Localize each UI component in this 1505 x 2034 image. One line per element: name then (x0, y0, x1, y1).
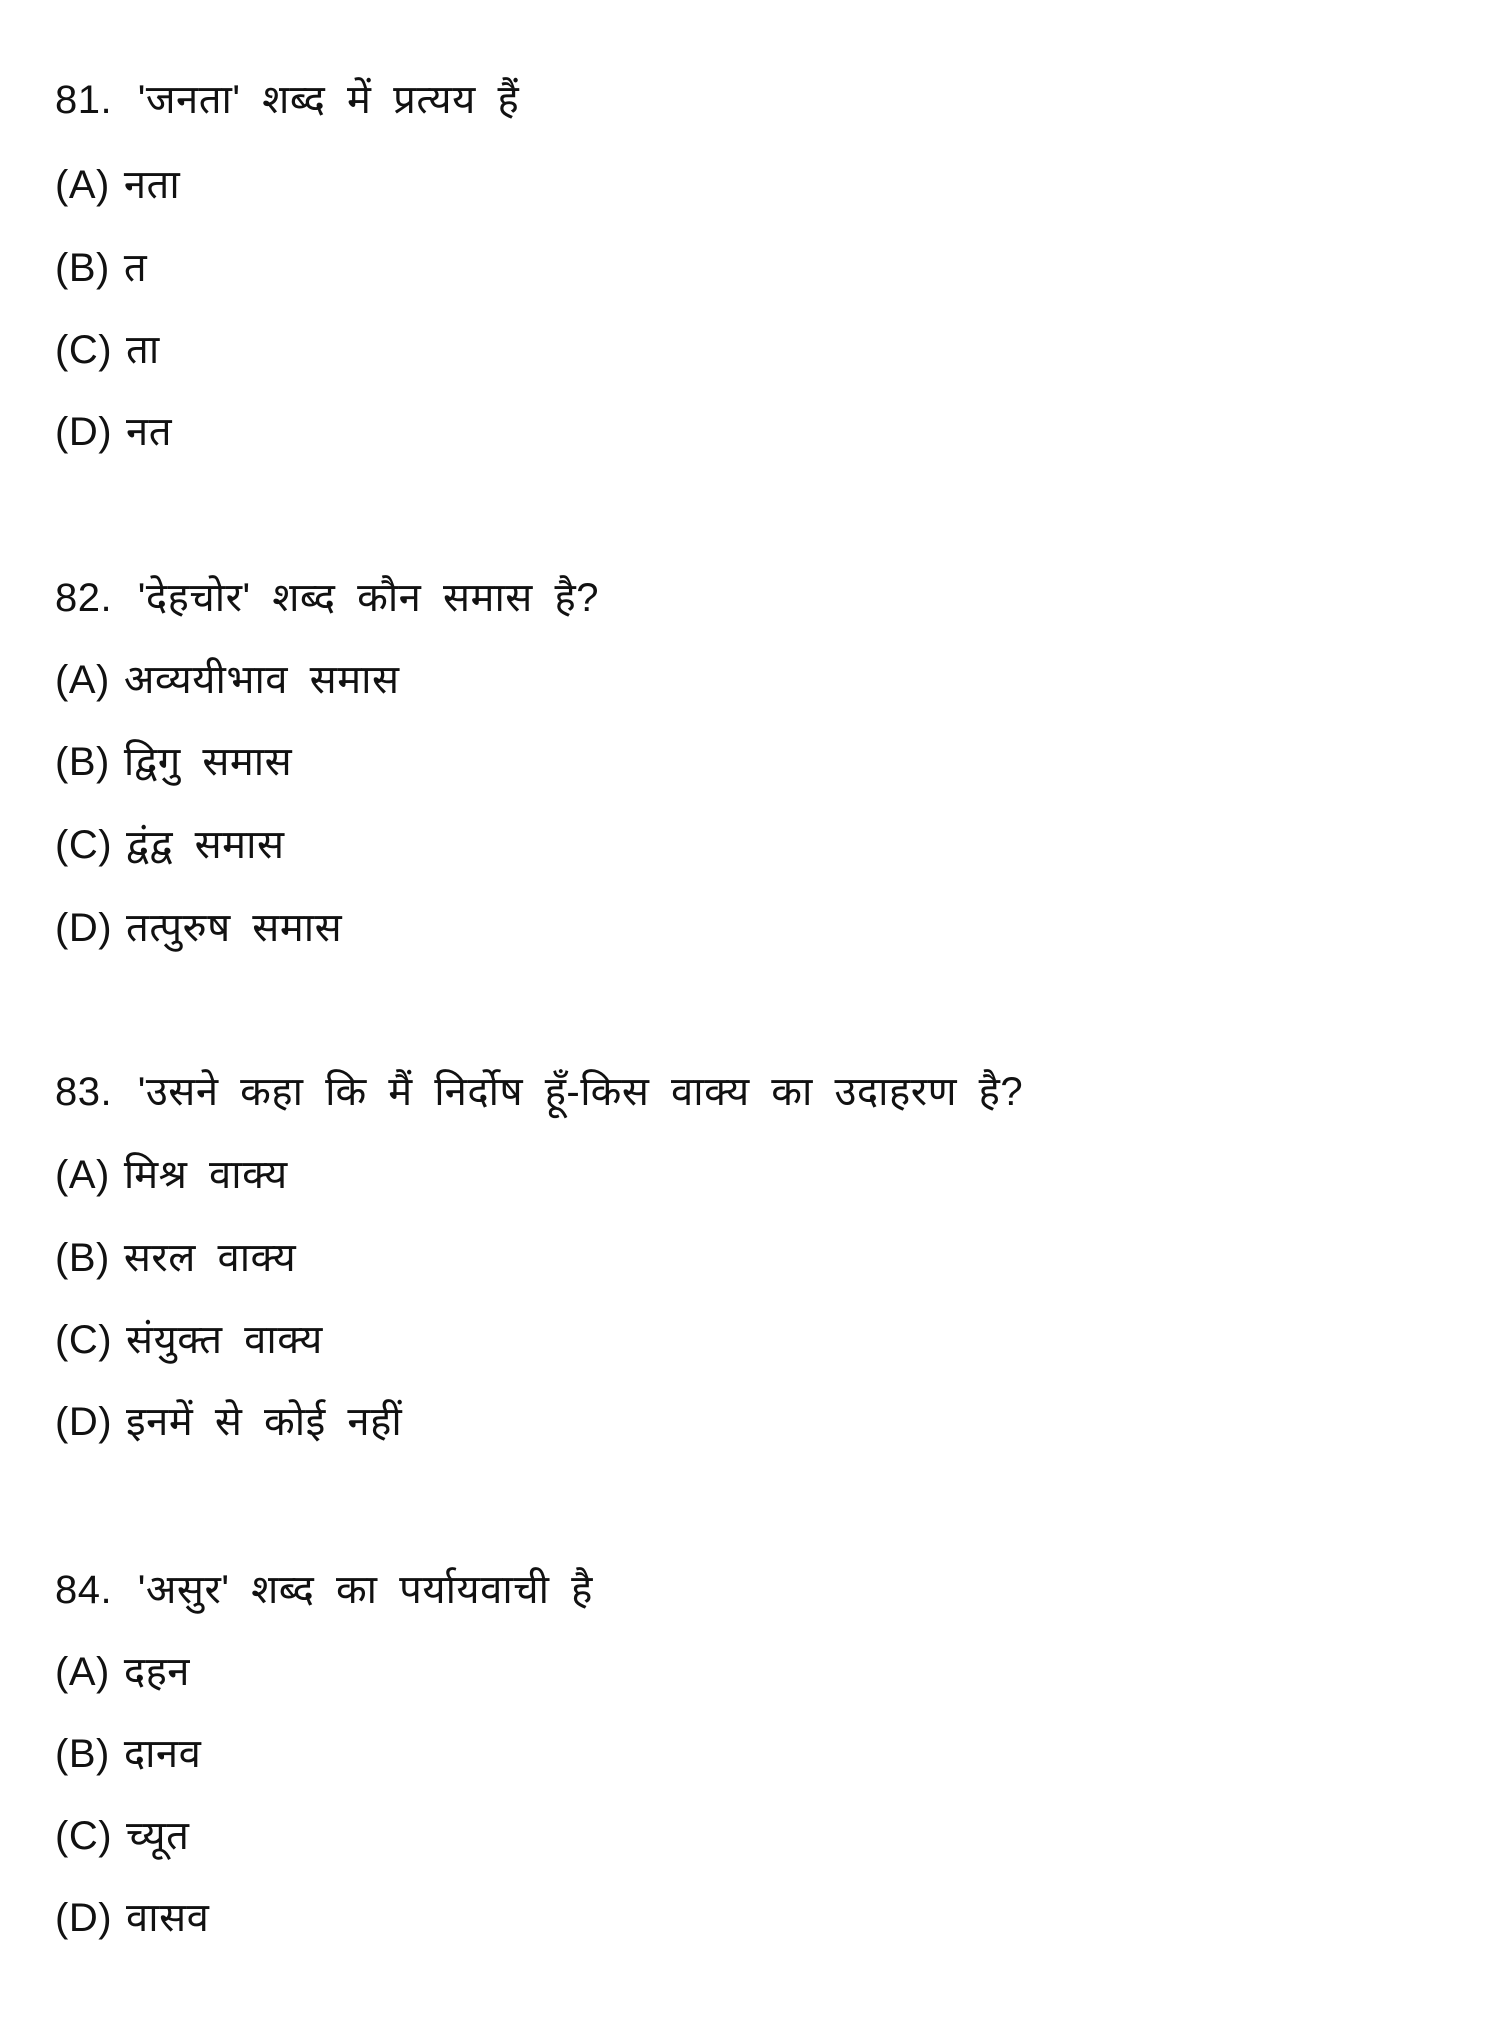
option-b (55, 1232, 296, 1284)
option-label: (A) (55, 1153, 110, 1197)
option-text: सरल वाक्य (123, 1236, 297, 1280)
option-text: नत (126, 410, 173, 454)
question-stem (55, 1066, 1023, 1118)
question-stem (55, 572, 599, 624)
option-label: (C) (55, 1814, 113, 1858)
option-text: इनमें से कोई नहीं (126, 1400, 403, 1444)
question-number: 83. (55, 1070, 113, 1114)
option-c (55, 1314, 323, 1366)
option-d (55, 406, 172, 458)
option-label: (D) (55, 1896, 113, 1940)
option-text: संयुक्त वाक्य (126, 1318, 323, 1362)
option-a (55, 159, 180, 211)
question-stem (55, 1564, 593, 1616)
option-text: च्यूत (126, 1814, 190, 1858)
option-label: (B) (55, 1236, 110, 1280)
question-text: 'जनता' शब्द में प्रत्यय हैं (137, 78, 520, 122)
option-text: मिश्र वाक्य (123, 1153, 288, 1197)
option-text: त (123, 246, 148, 290)
option-text: अव्ययीभाव समास (123, 658, 400, 702)
option-text: ता (126, 328, 160, 372)
option-label: (C) (55, 328, 113, 372)
question-text: 'देहचोर' शब्द कौन समास है? (137, 576, 599, 620)
option-label: (C) (55, 823, 113, 867)
option-c (55, 324, 160, 376)
option-b (55, 242, 147, 294)
option-b (55, 736, 292, 788)
option-label: (C) (55, 1318, 113, 1362)
option-label: (D) (55, 906, 113, 950)
option-a (55, 1149, 288, 1201)
option-text: नता (123, 163, 181, 207)
question-number: 82. (55, 576, 113, 620)
option-b (55, 1728, 201, 1780)
option-label: (A) (55, 1650, 110, 1694)
option-label: (A) (55, 658, 110, 702)
question-text: 'उसने कहा कि मैं निर्दोष हूँ-किस वाक्य का उदाहरण है? (137, 1070, 1024, 1114)
option-d (55, 1396, 402, 1448)
question-number: 84. (55, 1568, 113, 1612)
option-label: (D) (55, 410, 113, 454)
option-c (55, 819, 285, 871)
option-label: (B) (55, 1732, 110, 1776)
option-a (55, 654, 400, 706)
question-stem (55, 74, 519, 126)
option-label: (D) (55, 1400, 113, 1444)
option-label: (B) (55, 246, 110, 290)
option-label: (B) (55, 740, 110, 784)
option-text: दहन (123, 1650, 191, 1694)
option-a (55, 1646, 190, 1698)
option-label: (A) (55, 163, 110, 207)
option-text: द्वंद्व समास (126, 823, 285, 867)
option-text: दानव (123, 1732, 202, 1776)
option-c (55, 1810, 189, 1862)
question-number: 81. (55, 78, 113, 122)
option-d (55, 902, 342, 954)
option-text: वासव (126, 1896, 210, 1940)
option-text: द्विगु समास (123, 740, 293, 784)
option-text: तत्पुरुष समास (126, 906, 343, 950)
option-d (55, 1892, 209, 1944)
question-text: 'असुर' शब्द का पर्यायवाची है (137, 1568, 593, 1612)
